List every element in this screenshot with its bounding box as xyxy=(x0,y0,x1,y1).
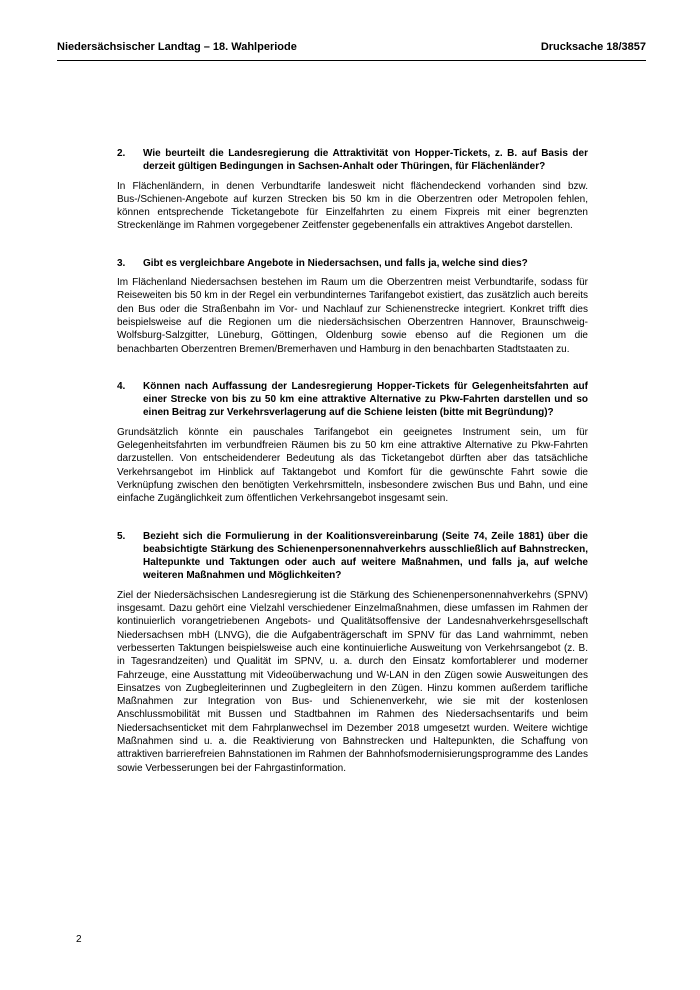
question-text: Gibt es vergleichbare Angebote in Niedersachsen, und falls ja, welche sind dies? xyxy=(143,257,528,269)
question-text: Können nach Auffassung der Landesregierung Hopper-Tickets für Gelegenheitsfahrten auf einer Strecke von bis zu 50 km eine attraktive Alternative zu Pkw-Fahrten darstellen und so einen Beitrag zur Verkehrsverlagerung auf die Schiene leisten (bitte mit Begründung)? xyxy=(143,380,588,419)
question xyxy=(117,147,588,174)
header-parliament-title: Niedersächsischer Landtag – 18. Wahlperiode xyxy=(57,41,297,53)
question xyxy=(117,257,588,270)
document-body xyxy=(117,147,588,799)
page-number: 2 xyxy=(76,934,82,945)
answer-text: Grundsätzlich könnte ein pauschales Tarifangebot ein geeignetes Instrument sein, um für Gelegenheitsfahrten im verbundfreien Räumen bis zu 50 km eine attraktive Alternative zu Pkw-Fahrten darzustellen. Von entscheidenderer Bedeutung als das Ticketangebot dürften aber das tatsächliche Verkehrsangebot im Hinblick auf Taktangebot und Komfort für die gewünschte Fahrt sowie die Verknüpfung zwischen den benötigten Verkehrsmitteln, insbesondere zwischen Bus und Bahn, und eine einfache Zugänglichkeit zum öffentlichen Verkehrsangebot insgesamt sein. xyxy=(117,426,588,505)
qa-section xyxy=(117,380,588,506)
header-document-number: Drucksache 18/3857 xyxy=(540,41,646,53)
question xyxy=(117,380,588,420)
question-text: Bezieht sich die Formulierung in der Koalitionsvereinbarung (Seite 74, Zeile 1881) über die beabsichtigte Stärkung des Schienenpersonennahverkehrs ausschließlich auf Bahnstrecken, Haltepunkte und Taktungen oder auch auf weitere Maßnahmen, und falls ja, auf welche weiteren Maßnahmen und Möglichkeiten? xyxy=(143,530,588,582)
answer-text: Ziel der Niedersächsischen Landesregierung ist die Stärkung des Schienenpersonennahverkehrs (SPNV) insgesamt. Dazu gehört eine Vielzahl verschiedener Einzelmaßnahmen, diese umfassen im Rahmen der kontinuierlich vorangetriebenen Angebots- und Qualitätsoffensive der Landesnahverkehrsgesellschaft Niedersachsen mbH (LNVG), die die Aufgabenträgerschaft im SPNV für das Land wahrnimmt, neben verbesserten Taktungen beispielsweise auch eine kontinuierliche Ausweitung von Verkehrsangebot (z. B. in Tagesrandzeiten) und Qualität im SPNV, u. a. durch den Einsatz komfortablerer und moderner Fahrzeuge, eine Ausstattung mit Videoüberwachung und W-LAN in den Zügen sowie Ausweitungen des Einsatzes von Zugbegleiterinnen und Zugbegleitern in den Zügen. Hinzu kommen außerdem tarifliche Maßnahmen zur Integration von Bus- und Schienenverkehr, wie sie mit der kostenlosen Anschlussmobilität mit Bussen und Stadtbahnen im Rahmen des Niedersachsentarifs und beim Niedersachsenticket mit dem Fahrplanwechsel im Dezember 2018 umgesetzt wurden. Weitere wichtige Maßnahmen sind u. a. die Reaktivierung von Bahnstrecken und Haltepunkten, die Schaffung von attraktiven barrierefreien Bahnstationen im Rahmen der Bahnhofsmodernisierungsprogramme des Landes sowie Verbesserungen bei der Fahrgastinformation. xyxy=(117,589,588,774)
question-number: 4. xyxy=(117,380,126,392)
question-number: 5. xyxy=(117,530,126,542)
question-number: 2. xyxy=(117,148,126,159)
page-header xyxy=(57,38,646,61)
answer-text: In Flächenländern, in denen Verbundtarife landesweit nicht flächendeckend vorhanden sind bzw. Bus-/Schienen-Angebote auf kurzen Strecken bis 50 km in die Oberzentren oder Metropolen fehlen, können entsprechende Ticketangebote für Einzelfahrten zu einem Fixpreis mit einer begrenzten Streckenlänge im Rahmen vorgegebener Zeitfenster gegebenenfalls ein attraktives Angebot darstellen. xyxy=(117,180,588,232)
qa-section xyxy=(117,147,588,233)
question-number: 3. xyxy=(117,257,126,269)
answer-text: Im Flächenland Niedersachsen bestehen im Raum um die Oberzentren meist Verbundtarife, sodass für Reiseweiten bis 50 km in der Regel ein verbundinternes Tarifangebot existiert, das zusätzlich auch bereits den Bus oder die Straßenbahn im Vor- und Nachlauf zur Schienenstrecke integriert. Konkret trifft dies beispielsweise auf die Regionen um die niedersächsischen Oberzentren Hannover, Braunschweig-Wolfsburg-Salzgitter, Lüneburg, Göttingen, Oldenburg sowie ebenso auf die Regionen um die benachbarten Oberzentren Bremen/Bremerhaven und Hamburg in den benachbarten Stadtstaaten zu. xyxy=(117,277,588,355)
question-text: Wie beurteilt die Landesregierung die Attraktivität von Hopper-Tickets, z. B. auf Basis der derzeit gültigen Bedingungen in Sachsen-Anhalt oder Thüringen, für Flächenländer? xyxy=(143,148,588,173)
qa-section xyxy=(117,257,588,356)
question xyxy=(117,530,588,583)
qa-section xyxy=(117,530,588,775)
